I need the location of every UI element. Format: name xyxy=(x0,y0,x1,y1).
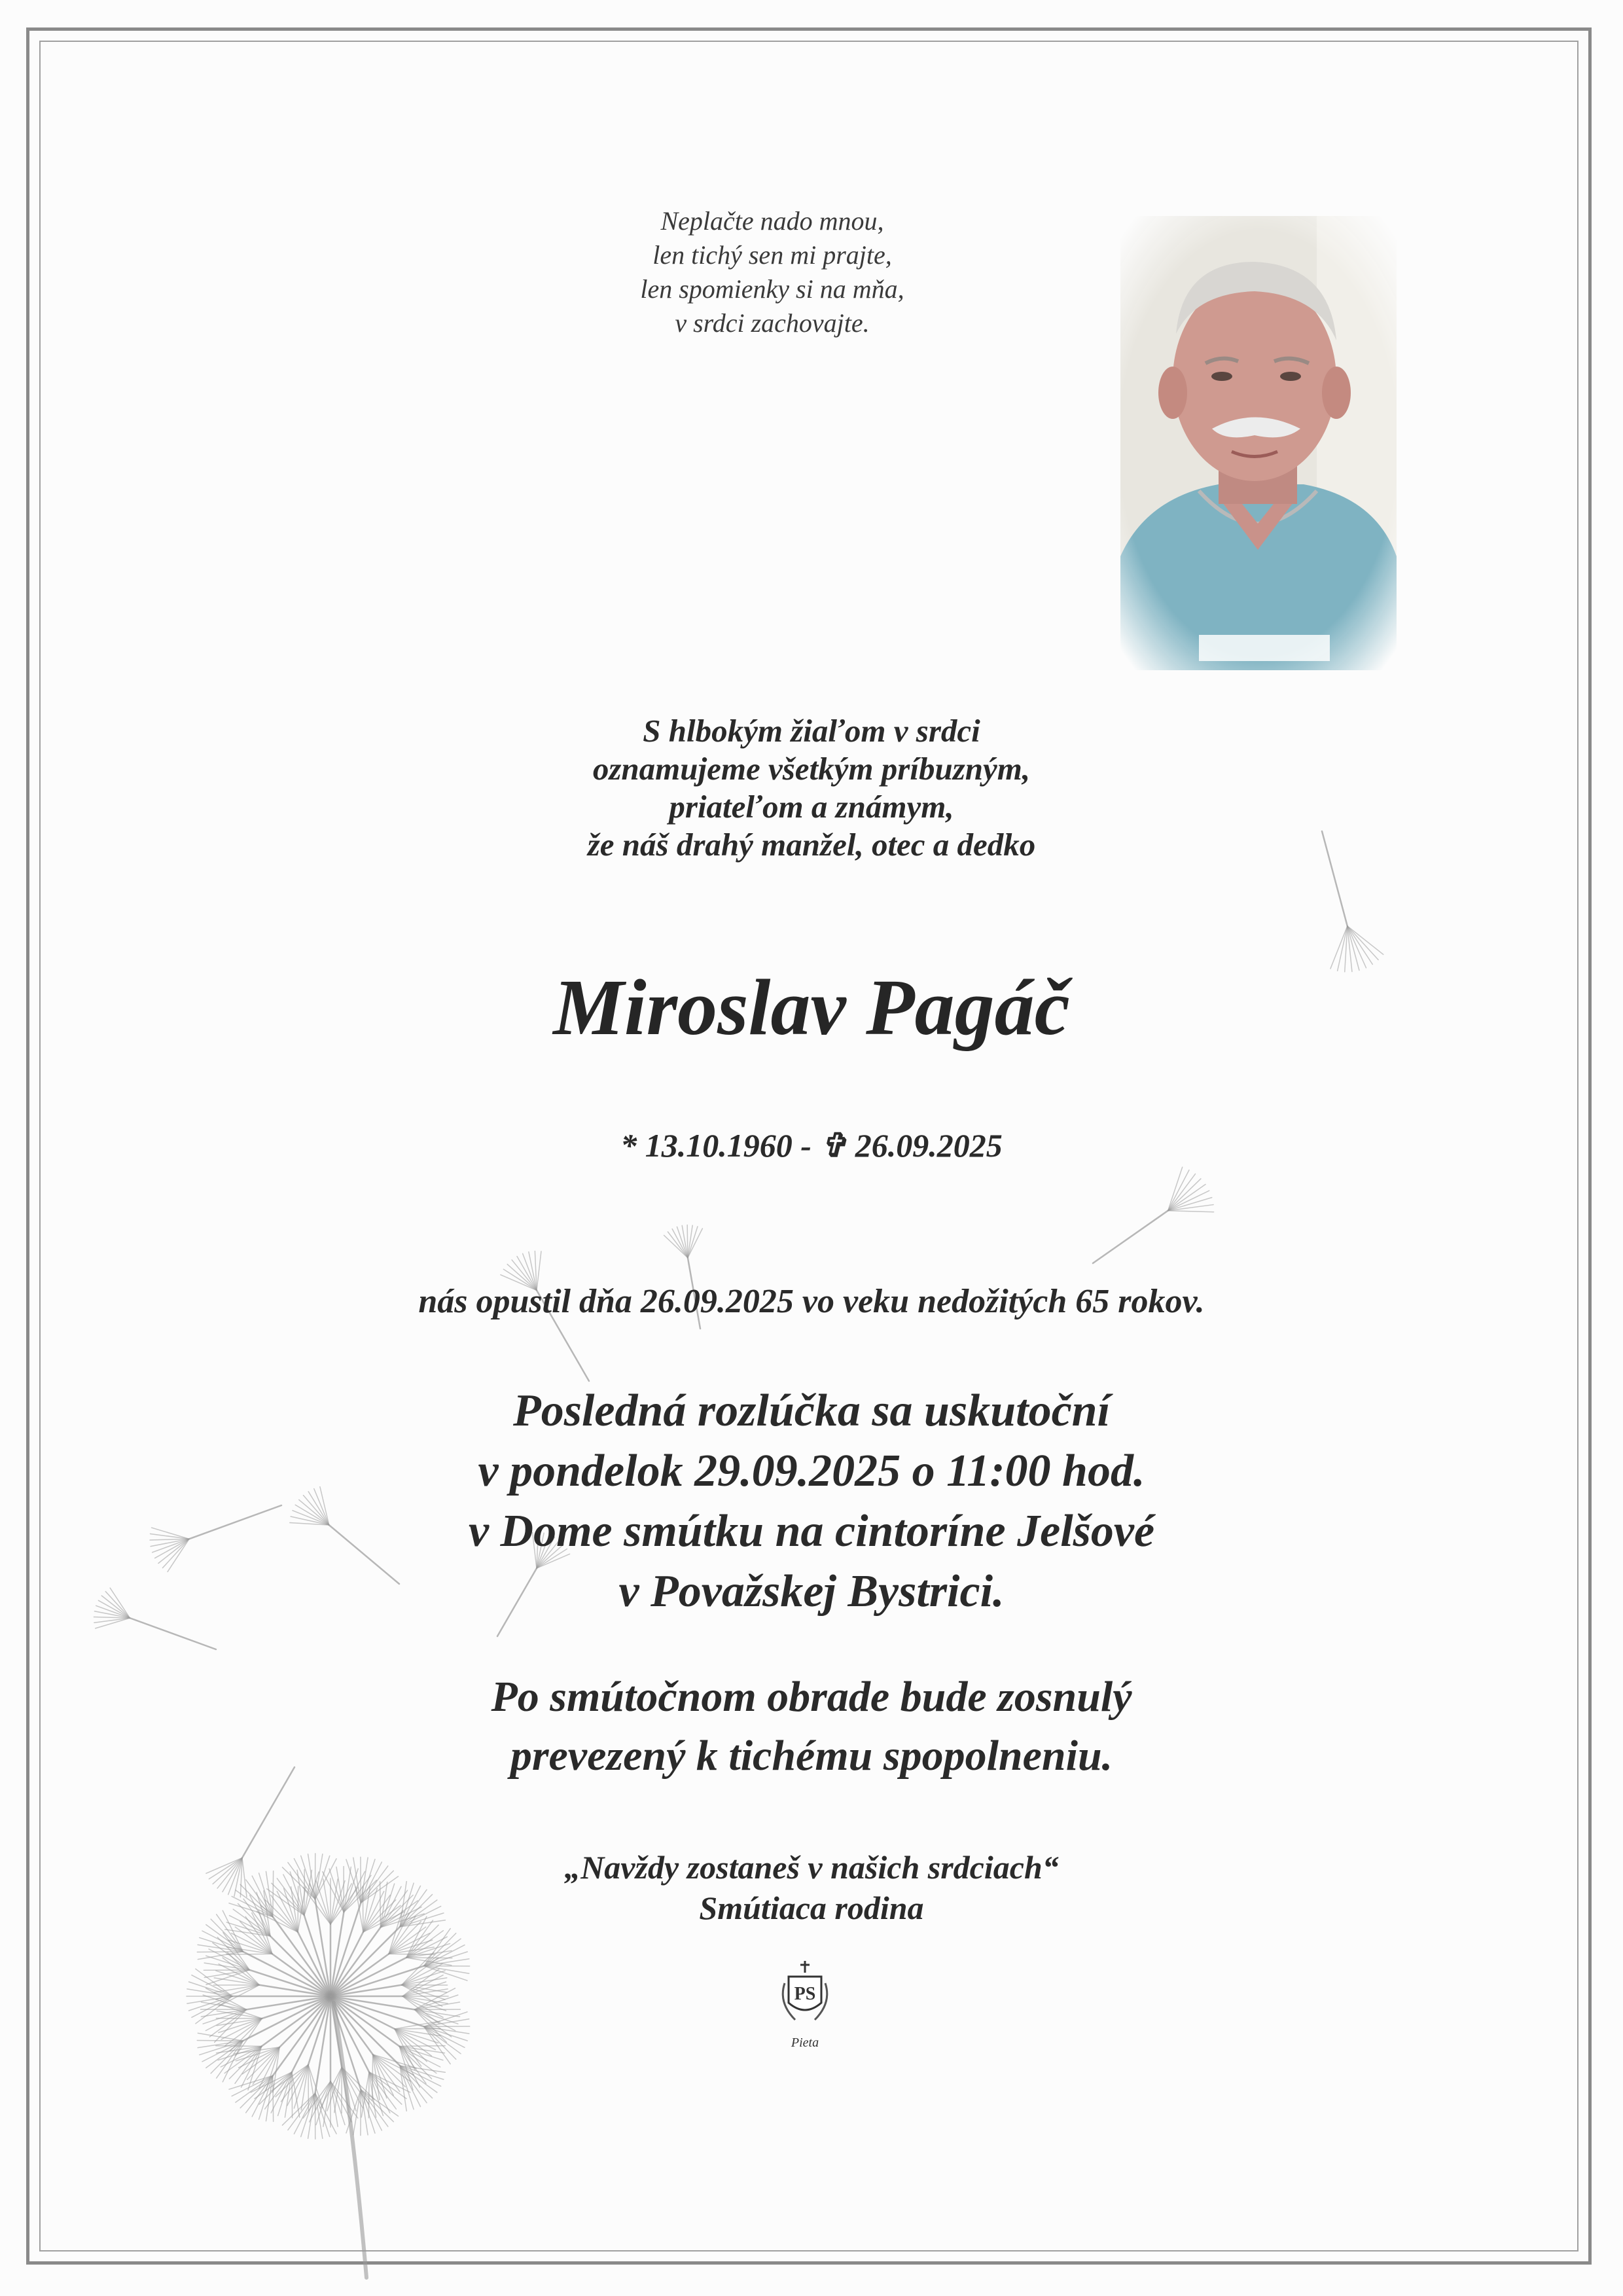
memorial-poem xyxy=(524,204,1021,340)
farewell-line: v Považskej Bystrici. xyxy=(618,1566,1005,1617)
closing-words xyxy=(419,1847,1204,1928)
intro-line: priateľom a známym, xyxy=(669,789,954,825)
pieta-emblem-icon xyxy=(776,1957,834,2036)
deceased-name: Miroslav Pagáč xyxy=(553,963,1070,1052)
poem-line: v srdci zachovajte. xyxy=(675,308,870,338)
portrait-photo xyxy=(1120,216,1397,670)
funeral-details xyxy=(288,1381,1335,1622)
cremation-line: prevezený k tichému spopolneniu. xyxy=(510,1732,1113,1780)
poem-line: Neplačte nado mnou, xyxy=(660,206,884,236)
farewell-line: Posledná rozlúčka sa uskutoční xyxy=(512,1386,1111,1436)
passing-statement: nás opustil dňa 26.09.2025 vo veku nedožitých 65 rokov. xyxy=(418,1283,1205,1320)
cremation-note xyxy=(288,1668,1335,1785)
logo-monogram: PS xyxy=(794,1984,816,2004)
pieta-logo xyxy=(766,1957,844,2068)
farewell-line: v Dome smútku na cintoríne Jelšové xyxy=(468,1506,1155,1556)
cremation-line: Po smútočnom obrade bude zosnulý xyxy=(491,1673,1132,1721)
intro-line: že náš drahý manžel, otec a dedko xyxy=(587,827,1036,863)
death-date: 26.09.2025 xyxy=(855,1127,1003,1164)
life-dates xyxy=(484,1126,1139,1165)
announcement-intro xyxy=(419,712,1204,864)
poem-line: len spomienky si na mňa, xyxy=(640,274,904,304)
farewell-line: v pondelok 29.09.2025 o 11:00 hod. xyxy=(478,1446,1145,1496)
closing-quote: „Navždy zostaneš v našich srdciach“ xyxy=(564,1849,1059,1886)
cross-icon: ✞ xyxy=(819,1127,847,1164)
intro-line: oznamujeme všetkým príbuzným, xyxy=(592,751,1031,787)
intro-line: S hlbokým žiaľom v srdci xyxy=(643,713,980,749)
birth-date: * 13.10.1960 - xyxy=(620,1127,812,1164)
family-signature: Smútiaca rodina xyxy=(699,1890,924,1926)
poem-line: len tichý sen mi prajte, xyxy=(652,240,892,270)
logo-label: Pieta xyxy=(791,2036,819,2050)
